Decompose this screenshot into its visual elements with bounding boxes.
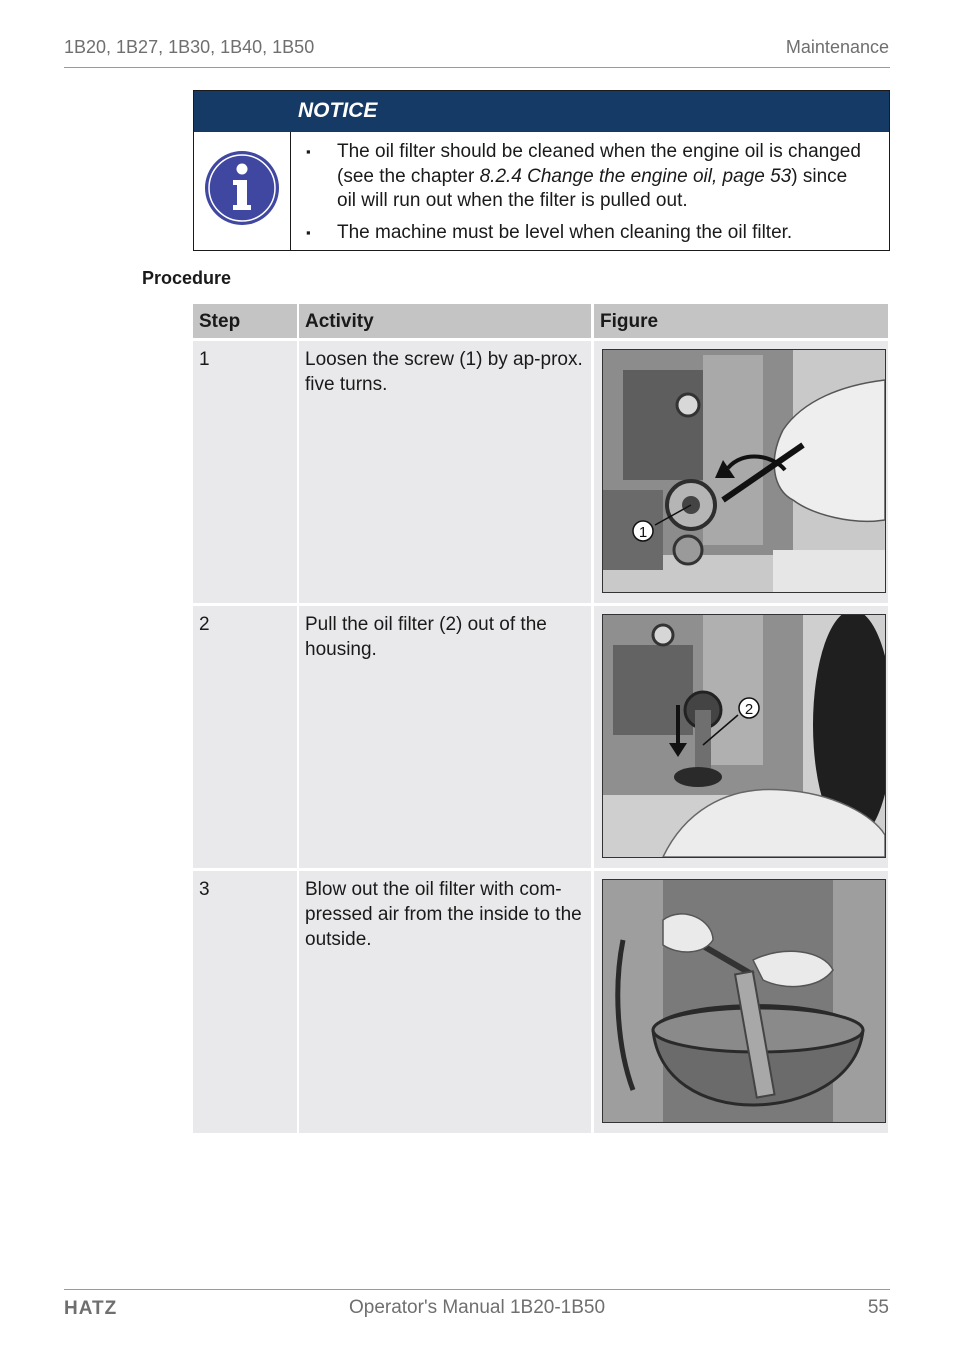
column-header-step: Step [193, 304, 297, 338]
step-number: 1 [193, 341, 297, 603]
info-icon [204, 150, 280, 226]
step-figure-cell [594, 606, 888, 868]
step-activity: Blow out the oil filter with com-pressed air from the inside to the outside. [299, 871, 591, 1133]
callout-label: 1 [638, 524, 648, 541]
notice-box [193, 90, 890, 251]
column-header-figure: Figure [594, 304, 888, 338]
figure-loosen-screw [602, 349, 886, 593]
step-figure-cell [594, 341, 888, 603]
step-number: 2 [193, 606, 297, 868]
chapter-reference-link[interactable]: 8.2.4 Change the engine oil, page 53 [479, 165, 792, 187]
footer-divider [64, 1289, 890, 1290]
footer-manual-title: Operator's Manual 1B20-1B50 [348, 1297, 606, 1318]
bullet: ▪ [306, 144, 311, 159]
notice-item-text-end: ) since oil will run out when the filter is pulled out. [337, 165, 848, 211]
callout-label: 2 [744, 701, 754, 718]
notice-item-text: The oil filter should be cleaned when the engine oil is changed (see the chapter [337, 141, 861, 187]
step-number: 3 [193, 871, 297, 1133]
figure-blow-out-filter [602, 879, 886, 1123]
figure-pull-oil-filter [602, 614, 886, 858]
column-header-activity: Activity [299, 304, 591, 338]
step-figure-cell [594, 871, 888, 1133]
bullet: ▪ [306, 224, 311, 240]
notice-title: NOTICE [298, 99, 378, 122]
header-section: Maintenance [785, 37, 889, 57]
notice-header [194, 91, 889, 132]
procedure-heading: Procedure [142, 268, 232, 288]
step-activity: Pull the oil filter (2) out of the housing. [299, 606, 591, 868]
header-divider [64, 67, 890, 68]
footer-brand-logo: HATZ [64, 1298, 118, 1319]
notice-list [306, 140, 866, 252]
notice-item-text: The machine must be level when cleaning the oil filter. [337, 221, 793, 243]
notice-icon-cell [194, 132, 291, 250]
notice-item [306, 140, 866, 214]
header-models: 1B20, 1B27, 1B30, 1B40, 1B50 [64, 37, 315, 57]
page-number: 55 [867, 1297, 889, 1318]
notice-item [306, 221, 866, 246]
step-activity: Loosen the screw (1) by ap-prox. five turns. [299, 341, 591, 603]
